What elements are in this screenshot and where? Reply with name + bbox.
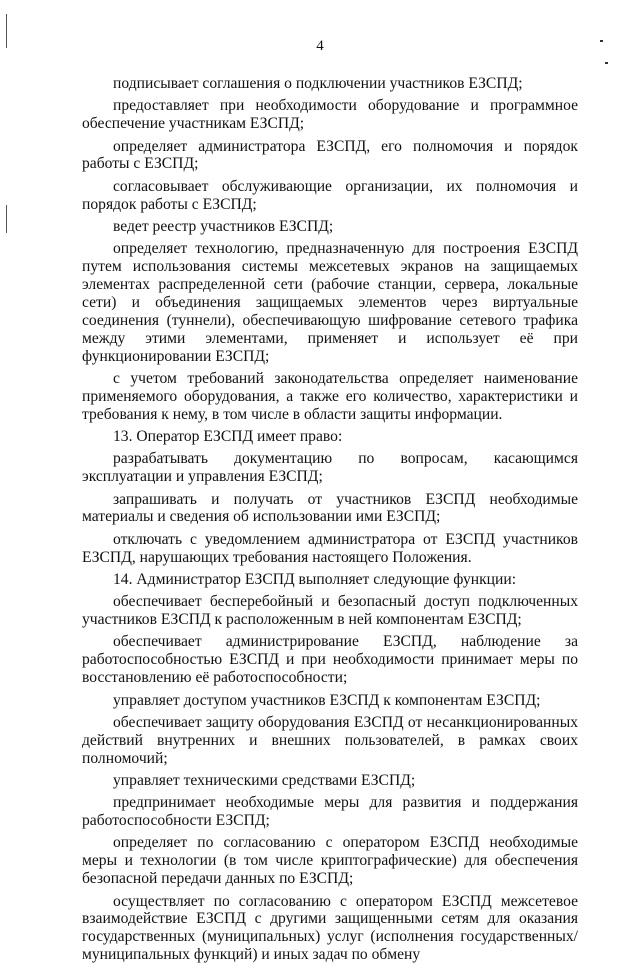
page-number: 4 (316, 38, 324, 54)
paragraph: подписывает соглашения о подключении участников ЕЗСПД; (113, 75, 523, 92)
document-body (82, 75, 578, 969)
paragraph: определяет технологию, предназначенную для построения ЕЗСПД путем использования системы межсетевых экранов на защищаемых элементах распределенной сети (рабочие станции, сервера, локальные сети) и объединения защищаемых элементов через виртуальные соединения (туннели), обеспечивающую шифрование сетевого трафика между этими элементами, применяет и использует её при функционировании ЕЗСПД; (82, 240, 578, 365)
paragraph: осуществляет по согласованию с оператором ЕЗСПД межсетевое взаимодействие ЕЗСПД с другими защищенными сетям для оказания государственных (муниципальных) услуг (исполнения государственных/муниципальных функций) и иных задач по обмену (82, 892, 578, 964)
scan-dot-bottom (605, 62, 608, 64)
paragraph: обеспечивает бесперебойный и безопасный доступ подключенных участников ЕЗСПД к расположенным в ней компонентам ЕЗСПД; (82, 593, 578, 629)
paragraph: запрашивать и получать от участников ЕЗСПД необходимые материалы и сведения об использовании ими ЕЗСПД; (82, 490, 578, 526)
paragraph: определяет администратора ЕЗСПД, его полномочия и порядок работы с ЕЗСПД; (82, 137, 578, 173)
paragraph: ведет реестр участников ЕЗСПД; (113, 217, 334, 235)
paragraph: определяет по согласованию с оператором ЕЗСПД необходимые меры и технологии (в том числе криптографические) для обеспечения безопасной передачи данных по ЕЗСПД; (82, 834, 578, 888)
paragraph: отключать с уведомлением администратора от ЕЗСПД участников ЕЗСПД, нарушающих требования настоящего Положения. (82, 530, 578, 566)
paragraph: разрабатывать документацию по вопросам, касающимся эксплуатации и управления ЕЗСПД; (82, 450, 578, 486)
section-heading: 13. Оператор ЕЗСПД имеет право: (113, 428, 343, 446)
paragraph: с учетом требований законодательства определяет наименование применяемого оборудования, а также его количество, характеристики и требования к нему, в том числе в области защиты информации. (82, 369, 578, 423)
paragraph: обеспечивает защиту оборудования ЕЗСПД от несанкционированных действий внутренних и внешних пользователей, в рамках своих полномочий; (82, 713, 578, 767)
paragraph: управляет доступом участников ЕЗСПД к компонентам ЕЗСПД; (113, 691, 541, 709)
paragraph: предпринимает необходимые меры для развития и поддержания работоспособности ЕЗСПД; (82, 794, 578, 830)
paragraph: управляет техническими средствами ЕЗСПД; (113, 771, 416, 789)
paragraph: согласовывает обслуживающие организации, их полномочия и порядок работы с ЕЗСПД; (82, 177, 578, 213)
scan-margin-mark-middle (6, 205, 7, 233)
paragraph: предоставляет при необходимости оборудование и программное обеспечение участникам ЕЗСПД; (82, 97, 578, 133)
section-heading: 14. Администратор ЕЗСПД выполняет следующие функции: (113, 570, 517, 588)
paragraph: обеспечивает администрирование ЕЗСПД, наблюдение за работоспособностью ЕЗСПД и при необходимости принимает меры по восстановлению её работоспособности; (82, 633, 578, 687)
